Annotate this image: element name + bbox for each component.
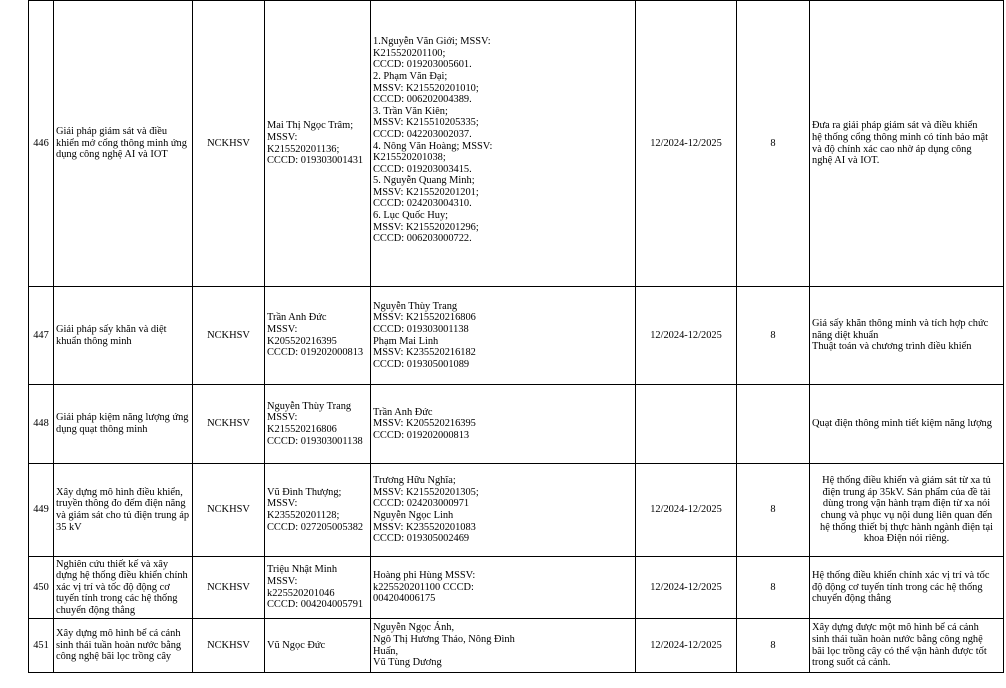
- project-type: NCKHSV: [193, 287, 265, 385]
- project-members-line: MSSV: K235520216182: [373, 347, 476, 359]
- project-result: [810, 287, 1004, 385]
- project-result: [810, 385, 1004, 464]
- project-time: 12/2024-12/2025: [636, 287, 737, 385]
- row-number: 450: [29, 557, 54, 619]
- project-time: 12/2024-12/2025: [636, 619, 737, 673]
- project-members-line: Hoàng phi Hùng MSSV:: [373, 570, 476, 582]
- project-result: [810, 1, 1004, 287]
- project-leader-line: CCCD: 027205005382: [267, 521, 364, 533]
- project-members-line: Vũ Tùng Dương: [373, 657, 442, 669]
- project-leader: [265, 385, 371, 464]
- project-members-line: CCCD: 019202000813: [373, 429, 470, 441]
- project-leader: [265, 464, 371, 557]
- project-members-line: CCCD: 006202004389.: [373, 94, 472, 106]
- row-number: 447: [29, 287, 54, 385]
- table-row: [29, 464, 1004, 557]
- project-leader-line: CCCD: 004204005791: [267, 599, 364, 611]
- project-members-line: CCCD: 024203000971: [373, 498, 470, 510]
- project-members-line: CCCD: 042203002037.: [373, 128, 472, 140]
- project-duration: 8: [737, 464, 810, 557]
- project-result: [810, 557, 1004, 619]
- project-members-line: MSSV: K215520216806: [373, 312, 476, 324]
- project-type: NCKHSV: [193, 1, 265, 287]
- project-members-line: MSSV: K205520216395: [373, 418, 476, 430]
- project-members-line: Trương Hữu Nghĩa;: [373, 475, 456, 487]
- table-row: [29, 619, 1004, 673]
- project-result-line: khoa Điện nói riêng.: [863, 533, 950, 545]
- project-members-line: MSSV: K215520201010;: [373, 82, 479, 94]
- project-leader-line: MSSV:: [267, 323, 298, 335]
- project-members-line: MSSV: K215520201296;: [373, 221, 479, 233]
- project-result: [810, 464, 1004, 557]
- project-result-line: độ động cơ tuyến tính trong các hệ thống: [812, 581, 983, 593]
- table-row: [29, 287, 1004, 385]
- project-members-line: 5. Nguyễn Quang Minh;: [373, 175, 475, 187]
- project-result-line: hệ thống thiết bị thực hành ngành điện tại: [820, 521, 993, 533]
- project-type: NCKHSV: [193, 464, 265, 557]
- project-title: Giải pháp sấy khăn và diệt khuẩn thông minh: [54, 287, 193, 385]
- project-result-line: Quạt điện thông minh tiết kiệm năng lượng: [812, 418, 992, 430]
- project-leader-line: k225520201046: [267, 587, 335, 599]
- project-members-line: MSSV: K215520201305;: [373, 486, 479, 498]
- project-title: Giải pháp kiệm năng lượng ứng dụng quạt thông minh: [54, 385, 193, 464]
- project-result-line: năng diệt khuẩn: [812, 329, 879, 341]
- project-leader-line: MSSV:: [267, 498, 298, 510]
- project-result-line: điện trung áp 35kV. Sản phẩm của đề tài: [822, 486, 991, 498]
- project-result-line: Hệ thống điều khiển và giám sát từ xa tủ: [822, 475, 991, 487]
- project-leader-line: CCCD: 019202000813: [267, 347, 364, 359]
- project-members-line: Trần Anh Đức: [373, 406, 433, 418]
- project-leader-line: MSSV:: [267, 575, 298, 587]
- project-members-line: Nguyễn Ngọc Ánh,: [373, 622, 455, 634]
- project-time: 12/2024-12/2025: [636, 1, 737, 287]
- project-leader-line: Trần Anh Đức: [267, 312, 327, 324]
- project-result-line: Xây dựng được một mô hình bể cá cảnh: [812, 622, 979, 634]
- project-members: [371, 1, 636, 287]
- project-members: [371, 385, 636, 464]
- project-members-line: 1.Nguyễn Văn Giới; MSSV:: [373, 36, 491, 48]
- table-row: [29, 385, 1004, 464]
- project-result-line: nghệ AI và IOT.: [812, 155, 880, 167]
- project-title: Nghiên cứu thiết kế và xây dựng hệ thống điều khiển chính xác vị trí và tốc độ động cơ tuyến tính trong các hệ thống chuyển động thẳng: [54, 557, 193, 619]
- project-members-line: Nguyễn Ngọc Linh: [373, 510, 454, 521]
- project-members-line: 6. Lục Quốc Huy;: [373, 210, 449, 222]
- project-result-line: hệ thống cổng thông minh có tính bảo mật: [812, 131, 989, 143]
- project-members-line: MSSV: K235520201083: [373, 521, 476, 533]
- project-members-line: Ngô Thị Hương Thảo, Nông Đình: [373, 633, 515, 645]
- project-leader-line: Vũ Ngọc Đức: [267, 639, 326, 651]
- project-duration: [737, 385, 810, 464]
- project-duration: 8: [737, 557, 810, 619]
- table-row: [29, 557, 1004, 619]
- project-members-line: CCCD: 019203005601.: [373, 59, 472, 71]
- project-members-line: MSSV: K215520201201;: [373, 186, 479, 198]
- project-leader-line: Mai Thị Ngọc Trâm;: [267, 120, 354, 132]
- project-members-line: 2. Phạm Văn Đại;: [373, 70, 448, 82]
- project-result-line: sinh thái tuần hoàn nước bằng công nghệ: [812, 633, 983, 645]
- project-members-line: CCCD: 024203004310.: [373, 198, 472, 210]
- project-type: NCKHSV: [193, 619, 265, 673]
- project-result: [810, 619, 1004, 673]
- project-members-line: CCCD: 019303001138: [373, 323, 469, 335]
- project-members-line: CCCD: 019305002469: [373, 533, 470, 545]
- project-result-line: và độ chính xác cao nhờ áp dụng công: [812, 143, 972, 155]
- project-result-line: bãi lọc trồng cây có thể vận hành được tốt: [812, 645, 987, 657]
- project-leader: [265, 1, 371, 287]
- project-title: Xây dựng mô hình bể cá cảnh sinh thái tuần hoàn nước bằng công nghệ bãi lọc trồng cây: [54, 619, 193, 673]
- project-leader-line: K205520216395: [267, 335, 337, 347]
- project-members-line: K215520201038;: [373, 152, 446, 164]
- project-members: [371, 557, 636, 619]
- project-table: [28, 0, 1004, 673]
- project-members: [371, 287, 636, 385]
- project-leader-line: Triệu Nhật Minh: [267, 564, 338, 576]
- project-leader-line: K215520216806: [267, 424, 337, 435]
- project-members-line: Phạm Mai Linh: [373, 335, 439, 347]
- project-leader-line: CCCD: 019303001138: [267, 435, 363, 447]
- project-members-line: CCCD: 006203000722.: [373, 233, 472, 245]
- project-leader-line: MSSV:: [267, 412, 298, 424]
- project-leader-line: K235520201128;: [267, 510, 340, 521]
- project-leader: [265, 287, 371, 385]
- project-duration: 8: [737, 619, 810, 673]
- project-title: Xây dựng mô hình điều khiển, truyền thông đo đếm điện năng và giám sát cho tủ điện trung áp 35 kV: [54, 464, 193, 557]
- project-type: NCKHSV: [193, 385, 265, 464]
- project-result-line: chung và phục vụ nội dung liên quan đến: [820, 510, 993, 521]
- project-members-line: Huấn,: [373, 645, 399, 657]
- project-leader-line: CCCD: 019303001431: [267, 155, 364, 167]
- project-leader-line: K215520201136;: [267, 143, 340, 155]
- project-result-line: Đưa ra giải pháp giám sát và điều khiển: [812, 120, 978, 132]
- project-leader-line: Nguyễn Thùy Trang: [267, 400, 352, 412]
- project-leader-line: Vũ Đình Thượng;: [267, 486, 342, 498]
- project-time: [636, 385, 737, 464]
- project-time: 12/2024-12/2025: [636, 557, 737, 619]
- row-number: 449: [29, 464, 54, 557]
- project-members-line: CCCD: 019203003415.: [373, 163, 472, 175]
- project-duration: 8: [737, 287, 810, 385]
- project-result-line: dùng trong vận hành trạm điện từ xa nói: [822, 498, 991, 510]
- project-time: 12/2024-12/2025: [636, 464, 737, 557]
- project-members-line: K215520201100;: [373, 47, 446, 59]
- project-type: NCKHSV: [193, 557, 265, 619]
- project-members-line: Nguyễn Thùy Trang: [373, 300, 458, 312]
- project-result-line: Giá sấy khăn thông minh và tích hợp chức: [812, 318, 989, 330]
- project-members-line: 4. Nông Văn Hoàng; MSSV:: [373, 140, 493, 152]
- project-result-line: trong suốt cả cảnh.: [812, 657, 891, 669]
- project-leader: [265, 619, 371, 673]
- row-number: 446: [29, 1, 54, 287]
- project-members-line: 3. Trần Văn Kiên;: [373, 105, 448, 117]
- project-leader-line: MSSV:: [267, 131, 298, 143]
- project-title: Giải pháp giám sát và điều khiển mở cổng thông minh ứng dụng công nghệ AI và IOT: [54, 1, 193, 287]
- row-number: 448: [29, 385, 54, 464]
- project-members: [371, 619, 636, 673]
- table-row: [29, 1, 1004, 287]
- project-result-line: Hệ thống điều khiển chính xác vị trí và tốc: [812, 570, 990, 582]
- project-members-line: 004204006175: [373, 593, 436, 605]
- project-members-line: MSSV: K215510205335;: [373, 117, 479, 129]
- project-result-line: Thuật toán và chương trình điều khiển: [812, 341, 972, 353]
- project-members: [371, 464, 636, 557]
- project-members-line: k225520201100 CCCD:: [373, 581, 474, 593]
- project-duration: 8: [737, 1, 810, 287]
- project-members-line: CCCD: 019305001089: [373, 358, 470, 370]
- project-result-line: chuyển động thẳng: [812, 593, 892, 605]
- row-number: 451: [29, 619, 54, 673]
- project-leader: [265, 557, 371, 619]
